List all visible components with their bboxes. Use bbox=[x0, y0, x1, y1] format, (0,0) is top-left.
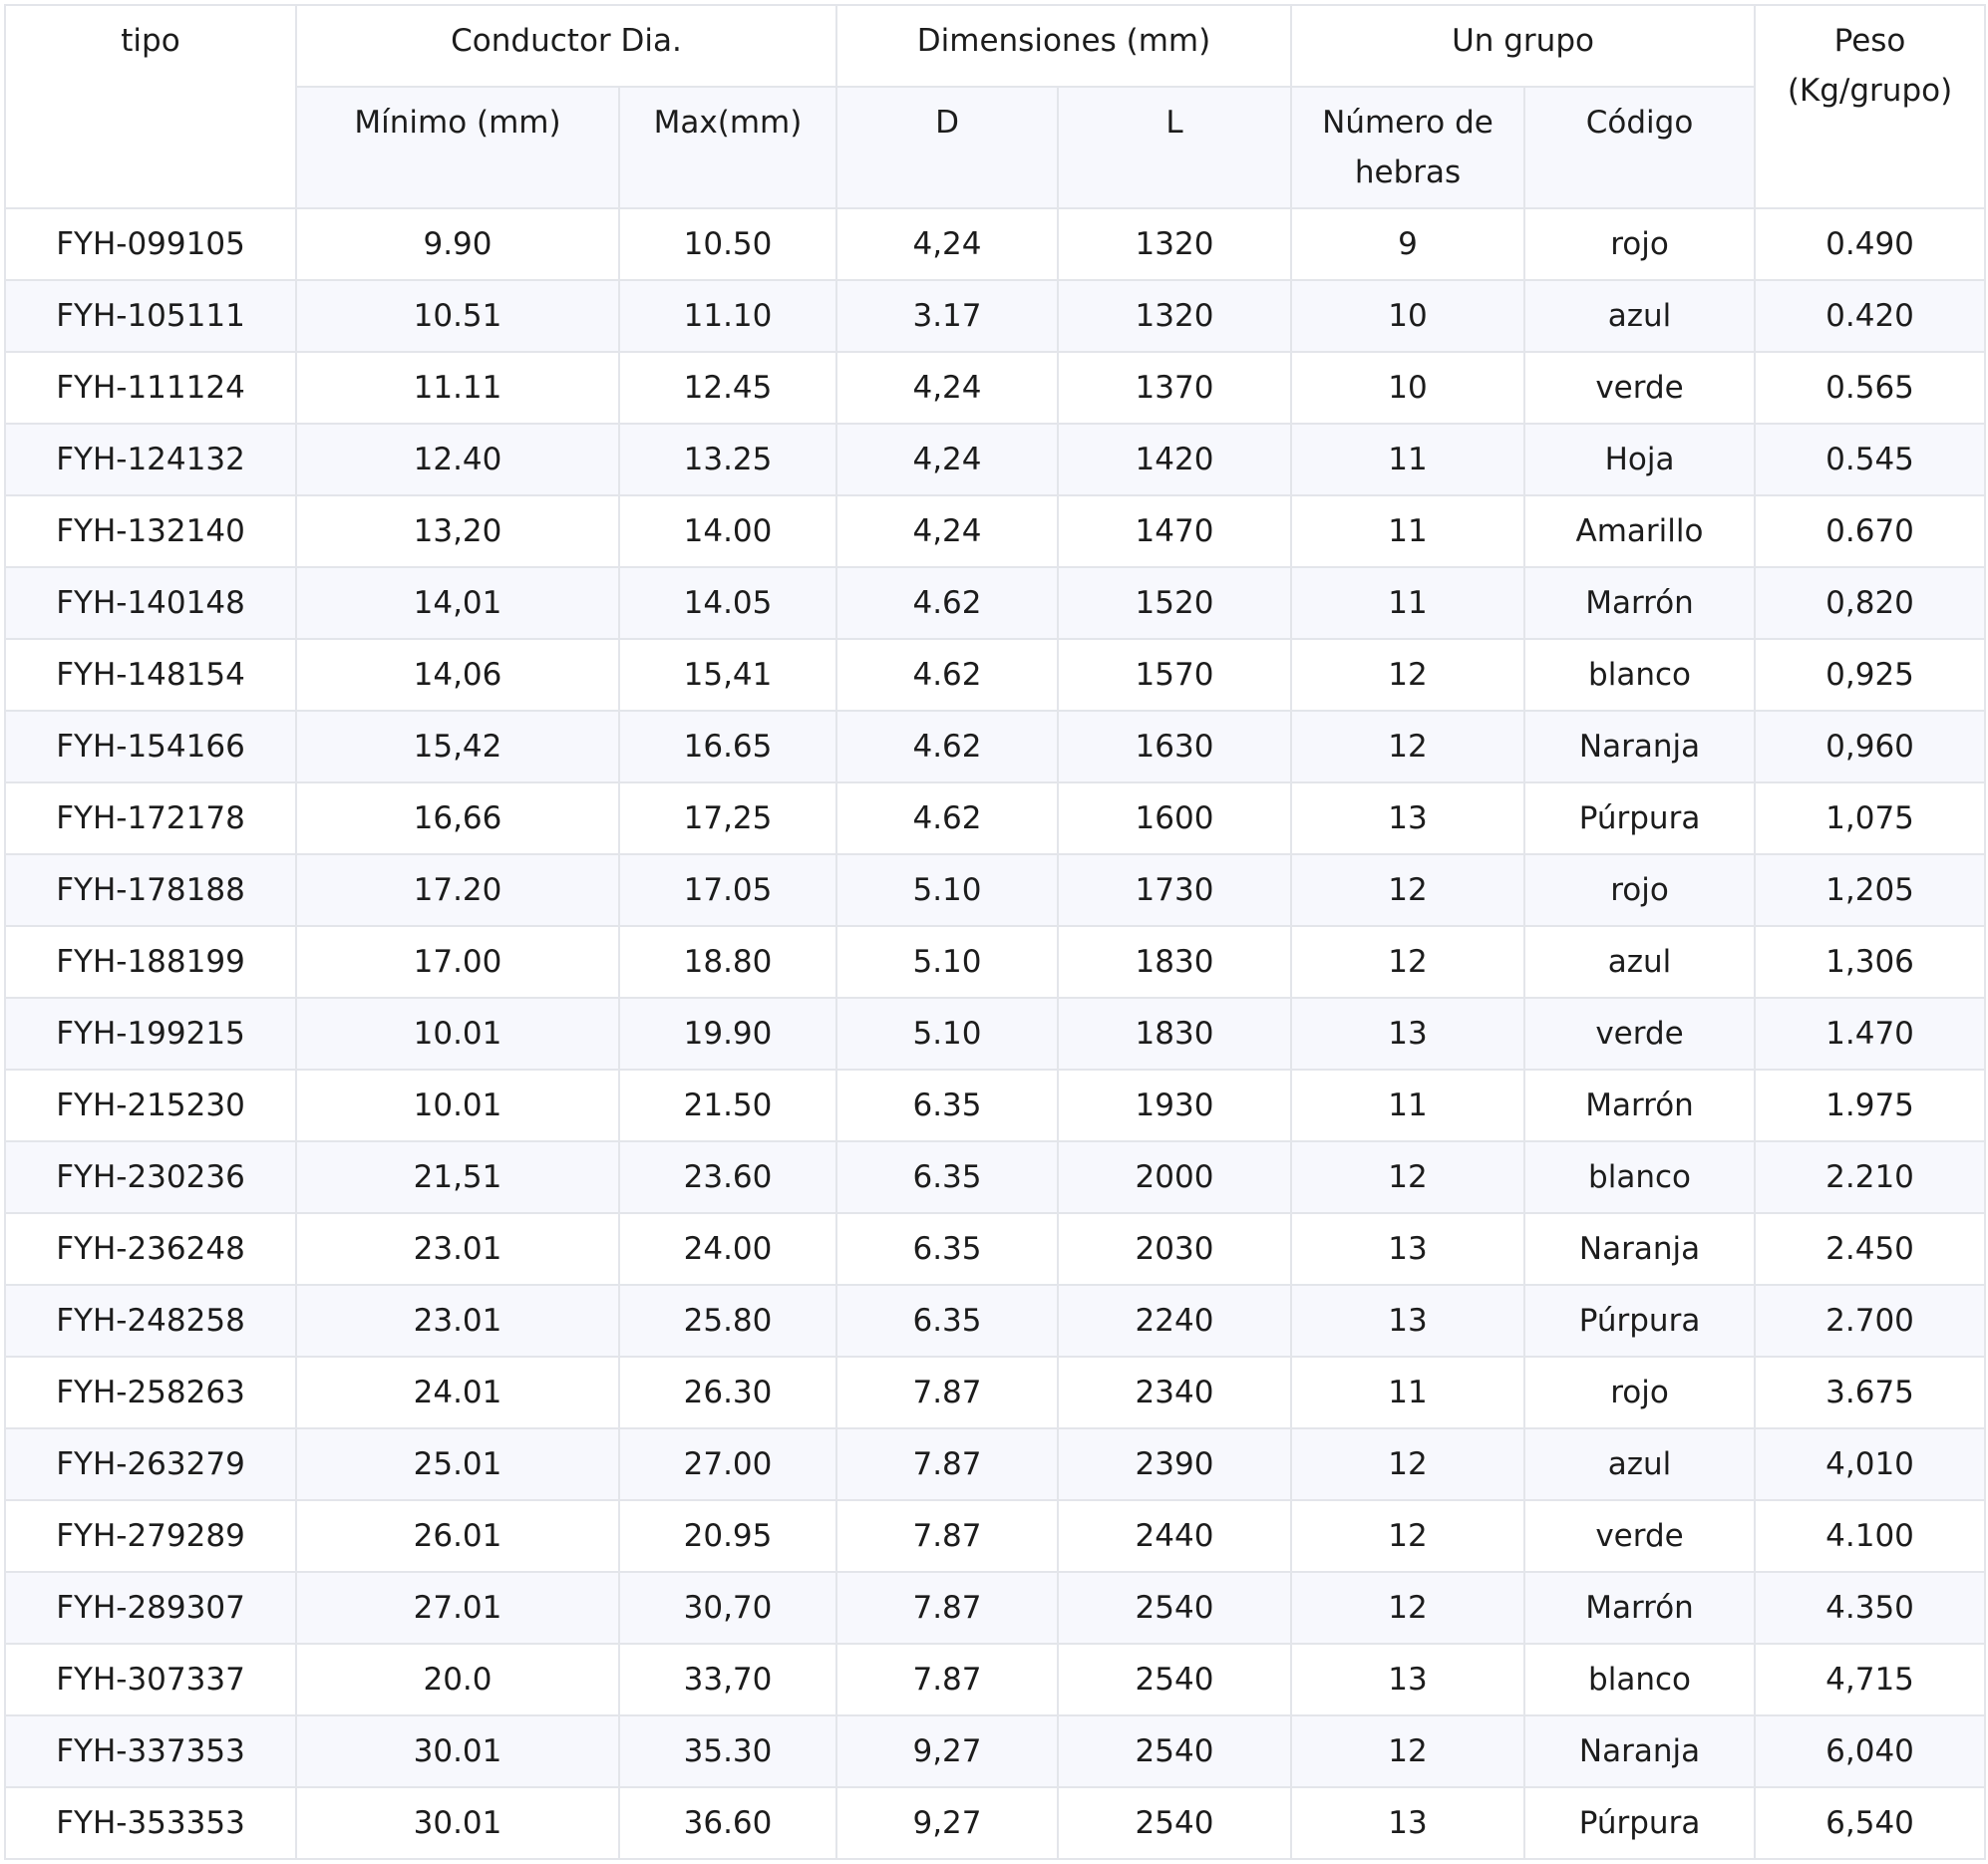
cell-hebras: 11 bbox=[1291, 1357, 1524, 1428]
cell-l: 1320 bbox=[1058, 280, 1291, 352]
cell-minimo: 30.01 bbox=[296, 1715, 619, 1787]
cell-peso: 2.450 bbox=[1755, 1213, 1985, 1285]
table-row bbox=[5, 1787, 1985, 1859]
cell-tipo: FYH-154166 bbox=[5, 711, 296, 782]
cell-codigo: blanco bbox=[1524, 1644, 1755, 1715]
cell-tipo: FYH-111124 bbox=[5, 352, 296, 424]
header-l: L bbox=[1058, 87, 1291, 208]
cell-d: 6.35 bbox=[836, 1070, 1058, 1141]
cell-minimo: 15,42 bbox=[296, 711, 619, 782]
cell-minimo: 9.90 bbox=[296, 208, 619, 280]
cell-peso: 2.700 bbox=[1755, 1285, 1985, 1357]
header-numero-hebras: Número de hebras bbox=[1291, 87, 1524, 208]
table-row bbox=[5, 495, 1985, 567]
cell-hebras: 10 bbox=[1291, 280, 1524, 352]
cell-hebras: 13 bbox=[1291, 782, 1524, 854]
cell-hebras: 13 bbox=[1291, 998, 1524, 1070]
cell-peso: 6,040 bbox=[1755, 1715, 1985, 1787]
cell-d: 4.62 bbox=[836, 639, 1058, 711]
cell-minimo: 26.01 bbox=[296, 1500, 619, 1572]
cell-tipo: FYH-263279 bbox=[5, 1428, 296, 1500]
cell-hebras: 12 bbox=[1291, 854, 1524, 926]
header-d: D bbox=[836, 87, 1058, 208]
table-row bbox=[5, 1213, 1985, 1285]
cell-max: 14.00 bbox=[619, 495, 836, 567]
cell-d: 4,24 bbox=[836, 352, 1058, 424]
cell-minimo: 14,01 bbox=[296, 567, 619, 639]
cell-peso: 4.100 bbox=[1755, 1500, 1985, 1572]
cell-peso: 1.470 bbox=[1755, 998, 1985, 1070]
table-row bbox=[5, 1357, 1985, 1428]
cell-tipo: FYH-124132 bbox=[5, 424, 296, 495]
cell-codigo: Púrpura bbox=[1524, 782, 1755, 854]
spec-table-container bbox=[4, 4, 1986, 1860]
table-row bbox=[5, 1141, 1985, 1213]
cell-l: 1320 bbox=[1058, 208, 1291, 280]
table-row bbox=[5, 352, 1985, 424]
cell-codigo: blanco bbox=[1524, 1141, 1755, 1213]
cell-max: 26.30 bbox=[619, 1357, 836, 1428]
cell-peso: 4.350 bbox=[1755, 1572, 1985, 1644]
cell-peso: 0.490 bbox=[1755, 208, 1985, 280]
cell-codigo: rojo bbox=[1524, 854, 1755, 926]
cell-max: 20.95 bbox=[619, 1500, 836, 1572]
cell-l: 2540 bbox=[1058, 1715, 1291, 1787]
header-codigo: Código bbox=[1524, 87, 1755, 208]
cell-hebras: 13 bbox=[1291, 1644, 1524, 1715]
cell-d: 6.35 bbox=[836, 1213, 1058, 1285]
cell-minimo: 14,06 bbox=[296, 639, 619, 711]
cell-l: 1520 bbox=[1058, 567, 1291, 639]
table-row bbox=[5, 1715, 1985, 1787]
cell-peso: 1,075 bbox=[1755, 782, 1985, 854]
table-row bbox=[5, 854, 1985, 926]
cell-minimo: 24.01 bbox=[296, 1357, 619, 1428]
cell-peso: 0,820 bbox=[1755, 567, 1985, 639]
cell-max: 10.50 bbox=[619, 208, 836, 280]
table-row bbox=[5, 1070, 1985, 1141]
header-minimo: Mínimo (mm) bbox=[296, 87, 619, 208]
cell-max: 14.05 bbox=[619, 567, 836, 639]
cell-max: 16.65 bbox=[619, 711, 836, 782]
cell-hebras: 12 bbox=[1291, 1428, 1524, 1500]
cell-max: 17,25 bbox=[619, 782, 836, 854]
cell-max: 36.60 bbox=[619, 1787, 836, 1859]
cell-codigo: Marrón bbox=[1524, 567, 1755, 639]
cell-peso: 6,540 bbox=[1755, 1787, 1985, 1859]
cell-tipo: FYH-172178 bbox=[5, 782, 296, 854]
cell-l: 2440 bbox=[1058, 1500, 1291, 1572]
cell-max: 35.30 bbox=[619, 1715, 836, 1787]
cell-tipo: FYH-307337 bbox=[5, 1644, 296, 1715]
cell-l: 1830 bbox=[1058, 926, 1291, 998]
cell-peso: 1,306 bbox=[1755, 926, 1985, 998]
cell-peso: 4,010 bbox=[1755, 1428, 1985, 1500]
cell-max: 17.05 bbox=[619, 854, 836, 926]
cell-hebras: 11 bbox=[1291, 1070, 1524, 1141]
table-row bbox=[5, 782, 1985, 854]
cell-d: 4.62 bbox=[836, 782, 1058, 854]
cell-hebras: 12 bbox=[1291, 711, 1524, 782]
cell-tipo: FYH-279289 bbox=[5, 1500, 296, 1572]
cell-d: 6.35 bbox=[836, 1285, 1058, 1357]
cell-d: 4,24 bbox=[836, 424, 1058, 495]
table-row bbox=[5, 567, 1985, 639]
cell-d: 3.17 bbox=[836, 280, 1058, 352]
table-row bbox=[5, 639, 1985, 711]
cell-codigo: verde bbox=[1524, 352, 1755, 424]
cell-minimo: 21,51 bbox=[296, 1141, 619, 1213]
cell-d: 4.62 bbox=[836, 567, 1058, 639]
cell-tipo: FYH-215230 bbox=[5, 1070, 296, 1141]
cell-minimo: 25.01 bbox=[296, 1428, 619, 1500]
cell-codigo: azul bbox=[1524, 926, 1755, 998]
cell-hebras: 12 bbox=[1291, 639, 1524, 711]
table-row bbox=[5, 998, 1985, 1070]
cell-d: 5.10 bbox=[836, 998, 1058, 1070]
cell-peso: 2.210 bbox=[1755, 1141, 1985, 1213]
cell-max: 33,70 bbox=[619, 1644, 836, 1715]
header-max: Max(mm) bbox=[619, 87, 836, 208]
cell-codigo: verde bbox=[1524, 1500, 1755, 1572]
table-row bbox=[5, 711, 1985, 782]
table-header bbox=[5, 5, 1985, 208]
cell-minimo: 16,66 bbox=[296, 782, 619, 854]
table-body bbox=[5, 208, 1985, 1859]
cell-tipo: FYH-099105 bbox=[5, 208, 296, 280]
table-row bbox=[5, 1285, 1985, 1357]
cell-tipo: FYH-188199 bbox=[5, 926, 296, 998]
cell-tipo: FYH-236248 bbox=[5, 1213, 296, 1285]
cell-minimo: 27.01 bbox=[296, 1572, 619, 1644]
cell-minimo: 17.20 bbox=[296, 854, 619, 926]
cell-l: 2340 bbox=[1058, 1357, 1291, 1428]
cell-codigo: Hoja bbox=[1524, 424, 1755, 495]
table-row bbox=[5, 926, 1985, 998]
cell-d: 7.87 bbox=[836, 1428, 1058, 1500]
cell-hebras: 12 bbox=[1291, 926, 1524, 998]
cell-max: 25.80 bbox=[619, 1285, 836, 1357]
cell-peso: 3.675 bbox=[1755, 1357, 1985, 1428]
table-row bbox=[5, 1644, 1985, 1715]
cell-codigo: Naranja bbox=[1524, 1213, 1755, 1285]
cell-max: 24.00 bbox=[619, 1213, 836, 1285]
cell-minimo: 23.01 bbox=[296, 1285, 619, 1357]
cell-hebras: 12 bbox=[1291, 1572, 1524, 1644]
cell-tipo: FYH-148154 bbox=[5, 639, 296, 711]
cell-d: 4.62 bbox=[836, 711, 1058, 782]
cell-l: 1730 bbox=[1058, 854, 1291, 926]
cell-hebras: 12 bbox=[1291, 1500, 1524, 1572]
table-row bbox=[5, 208, 1985, 280]
cell-peso: 0.670 bbox=[1755, 495, 1985, 567]
spec-table bbox=[4, 4, 1986, 1860]
cell-codigo: azul bbox=[1524, 280, 1755, 352]
cell-d: 9,27 bbox=[836, 1715, 1058, 1787]
cell-tipo: FYH-230236 bbox=[5, 1141, 296, 1213]
header-un-grupo: Un grupo bbox=[1291, 5, 1755, 87]
cell-l: 1830 bbox=[1058, 998, 1291, 1070]
table-row bbox=[5, 424, 1985, 495]
cell-max: 11.10 bbox=[619, 280, 836, 352]
cell-l: 1420 bbox=[1058, 424, 1291, 495]
cell-max: 15,41 bbox=[619, 639, 836, 711]
cell-minimo: 30.01 bbox=[296, 1787, 619, 1859]
cell-hebras: 10 bbox=[1291, 352, 1524, 424]
cell-hebras: 11 bbox=[1291, 424, 1524, 495]
cell-d: 9,27 bbox=[836, 1787, 1058, 1859]
cell-hebras: 12 bbox=[1291, 1715, 1524, 1787]
cell-l: 2540 bbox=[1058, 1644, 1291, 1715]
cell-codigo: verde bbox=[1524, 998, 1755, 1070]
cell-peso: 4,715 bbox=[1755, 1644, 1985, 1715]
cell-codigo: rojo bbox=[1524, 208, 1755, 280]
cell-d: 7.87 bbox=[836, 1644, 1058, 1715]
cell-hebras: 13 bbox=[1291, 1285, 1524, 1357]
cell-max: 27.00 bbox=[619, 1428, 836, 1500]
cell-l: 2000 bbox=[1058, 1141, 1291, 1213]
cell-l: 1470 bbox=[1058, 495, 1291, 567]
cell-codigo: Naranja bbox=[1524, 711, 1755, 782]
cell-peso: 1,205 bbox=[1755, 854, 1985, 926]
cell-tipo: FYH-353353 bbox=[5, 1787, 296, 1859]
cell-tipo: FYH-105111 bbox=[5, 280, 296, 352]
cell-d: 4,24 bbox=[836, 495, 1058, 567]
cell-minimo: 10.01 bbox=[296, 998, 619, 1070]
cell-peso: 1.975 bbox=[1755, 1070, 1985, 1141]
cell-d: 5.10 bbox=[836, 926, 1058, 998]
cell-l: 1630 bbox=[1058, 711, 1291, 782]
cell-tipo: FYH-248258 bbox=[5, 1285, 296, 1357]
cell-minimo: 10.01 bbox=[296, 1070, 619, 1141]
cell-peso: 0.420 bbox=[1755, 280, 1985, 352]
cell-tipo: FYH-178188 bbox=[5, 854, 296, 926]
cell-peso: 0,925 bbox=[1755, 639, 1985, 711]
cell-d: 5.10 bbox=[836, 854, 1058, 926]
cell-l: 1370 bbox=[1058, 352, 1291, 424]
cell-peso: 0,960 bbox=[1755, 711, 1985, 782]
cell-d: 7.87 bbox=[836, 1500, 1058, 1572]
cell-minimo: 23.01 bbox=[296, 1213, 619, 1285]
cell-l: 1600 bbox=[1058, 782, 1291, 854]
cell-d: 4,24 bbox=[836, 208, 1058, 280]
cell-minimo: 20.0 bbox=[296, 1644, 619, 1715]
cell-hebras: 13 bbox=[1291, 1787, 1524, 1859]
cell-tipo: FYH-337353 bbox=[5, 1715, 296, 1787]
cell-tipo: FYH-199215 bbox=[5, 998, 296, 1070]
cell-l: 1570 bbox=[1058, 639, 1291, 711]
cell-l: 2540 bbox=[1058, 1787, 1291, 1859]
cell-hebras: 11 bbox=[1291, 495, 1524, 567]
cell-codigo: rojo bbox=[1524, 1357, 1755, 1428]
cell-codigo: Amarillo bbox=[1524, 495, 1755, 567]
table-row bbox=[5, 1428, 1985, 1500]
cell-codigo: Marrón bbox=[1524, 1070, 1755, 1141]
cell-codigo: azul bbox=[1524, 1428, 1755, 1500]
cell-minimo: 11.11 bbox=[296, 352, 619, 424]
cell-codigo: Púrpura bbox=[1524, 1787, 1755, 1859]
header-tipo: tipo bbox=[5, 5, 296, 208]
cell-minimo: 17.00 bbox=[296, 926, 619, 998]
cell-minimo: 10.51 bbox=[296, 280, 619, 352]
cell-max: 19.90 bbox=[619, 998, 836, 1070]
cell-minimo: 12.40 bbox=[296, 424, 619, 495]
cell-l: 2240 bbox=[1058, 1285, 1291, 1357]
cell-max: 30,70 bbox=[619, 1572, 836, 1644]
header-conductor-dia: Conductor Dia. bbox=[296, 5, 836, 87]
cell-codigo: blanco bbox=[1524, 639, 1755, 711]
cell-hebras: 13 bbox=[1291, 1213, 1524, 1285]
cell-l: 2390 bbox=[1058, 1428, 1291, 1500]
cell-max: 13.25 bbox=[619, 424, 836, 495]
cell-l: 1930 bbox=[1058, 1070, 1291, 1141]
table-row bbox=[5, 1500, 1985, 1572]
cell-max: 12.45 bbox=[619, 352, 836, 424]
cell-max: 21.50 bbox=[619, 1070, 836, 1141]
cell-codigo: Naranja bbox=[1524, 1715, 1755, 1787]
cell-max: 18.80 bbox=[619, 926, 836, 998]
header-dimensiones: Dimensiones (mm) bbox=[836, 5, 1291, 87]
cell-tipo: FYH-140148 bbox=[5, 567, 296, 639]
cell-d: 7.87 bbox=[836, 1357, 1058, 1428]
cell-hebras: 9 bbox=[1291, 208, 1524, 280]
cell-peso: 0.545 bbox=[1755, 424, 1985, 495]
cell-d: 7.87 bbox=[836, 1572, 1058, 1644]
cell-l: 2540 bbox=[1058, 1572, 1291, 1644]
cell-tipo: FYH-289307 bbox=[5, 1572, 296, 1644]
cell-l: 2030 bbox=[1058, 1213, 1291, 1285]
table-row bbox=[5, 1572, 1985, 1644]
table-row bbox=[5, 280, 1985, 352]
cell-hebras: 12 bbox=[1291, 1141, 1524, 1213]
cell-hebras: 11 bbox=[1291, 567, 1524, 639]
cell-max: 23.60 bbox=[619, 1141, 836, 1213]
cell-codigo: Marrón bbox=[1524, 1572, 1755, 1644]
cell-peso: 0.565 bbox=[1755, 352, 1985, 424]
cell-d: 6.35 bbox=[836, 1141, 1058, 1213]
cell-tipo: FYH-132140 bbox=[5, 495, 296, 567]
header-peso: Peso (Kg/grupo) bbox=[1755, 5, 1985, 208]
cell-minimo: 13,20 bbox=[296, 495, 619, 567]
cell-codigo: Púrpura bbox=[1524, 1285, 1755, 1357]
cell-tipo: FYH-258263 bbox=[5, 1357, 296, 1428]
